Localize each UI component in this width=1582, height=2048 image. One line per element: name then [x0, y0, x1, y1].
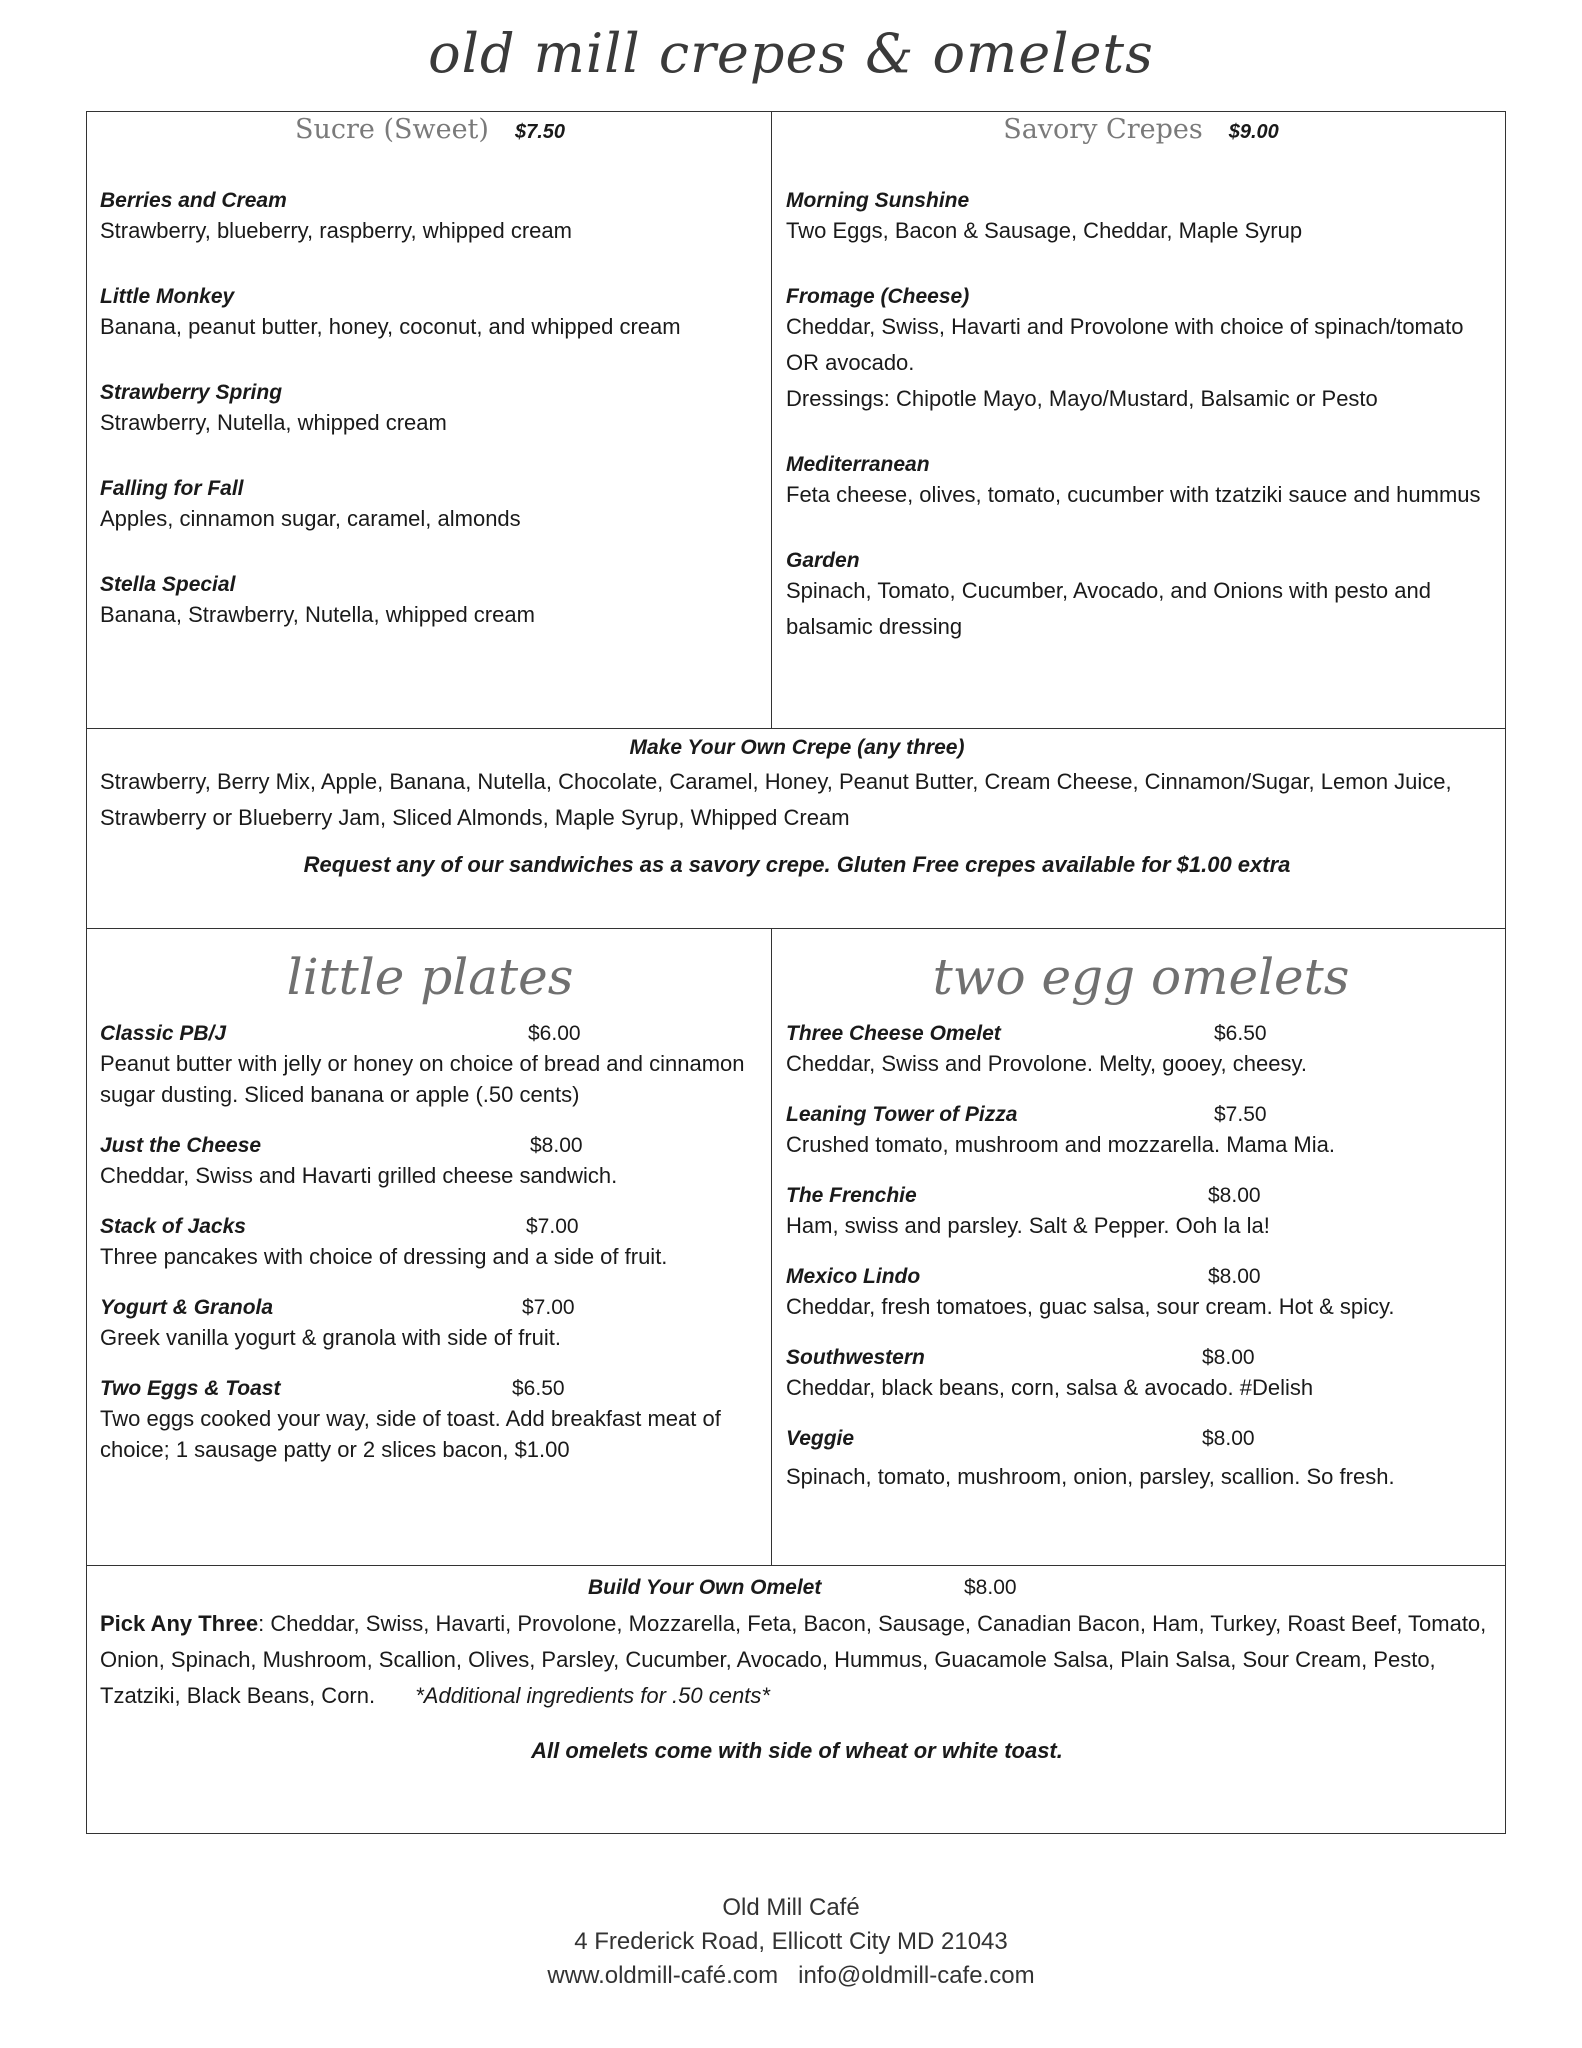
list-item: Morning Sunshine Two Eggs, Bacon & Sausage, Cheddar, Maple Syrup: [786, 189, 1303, 243]
list-item: Veggie $8.00 Spinach, tomato, mushroom, onion, parsley, scallion. So fresh.: [786, 1427, 1395, 1489]
build-own-omelet: [100, 1574, 1494, 1764]
sweet-price: $7.50: [514, 121, 566, 143]
list-item: Stella Special Banana, Strawberry, Nutella, whipped cream: [100, 573, 535, 627]
list-item: Classic PB/J $6.00 Peanut butter with jelly or honey on choice of bread and cinnamon sugar dusting. Sliced banana or apple (.50 cents): [100, 1022, 745, 1107]
list-item: Strawberry Spring Strawberry, Nutella, whipped cream: [100, 381, 447, 435]
savory-heading: Savory Crepes $9.00: [1003, 114, 1279, 145]
footer-address: 4 Frederick Road, Ellicott City MD 21043: [574, 1928, 1008, 1955]
list-item: Stack of Jacks $7.00 Three pancakes with choice of dressing and a side of fruit.: [100, 1215, 668, 1269]
list-item: The Frenchie $8.00 Ham, swiss and parsley. Salt & Pepper. Ooh la la!: [786, 1184, 1270, 1238]
email-link[interactable]: info@oldmill-cafe.com: [798, 1962, 1035, 1989]
make-own-heading: Make Your Own Crepe (any three): [629, 736, 965, 759]
list-item: Mediterranean Feta cheese, olives, tomato, cucumber with tzatziki sauce and hummus: [786, 453, 1481, 507]
list-item: Fromage (Cheese) Cheddar, Swiss, Havarti and Provolone with choice of spinach/tomato OR avocado. Dressings: Chipotle Mayo, Mayo/Mustard, Balsamic or Pesto: [786, 285, 1464, 411]
list-item: Mexico Lindo $8.00 Cheddar, fresh tomatoes, guac salsa, sour cream. Hot & spicy.: [786, 1265, 1395, 1319]
build-own-note: All omelets come with side of wheat or white toast.: [531, 1738, 1063, 1763]
list-item: Just the Cheese $8.00 Cheddar, Swiss and Havarti grilled cheese sandwich.: [100, 1134, 618, 1188]
savory-price: $9.00: [1228, 121, 1279, 143]
list-item: Yogurt & Granola $7.00 Greek vanilla yogurt & granola with side of fruit.: [100, 1296, 575, 1350]
footer-name: Old Mill Café: [722, 1894, 860, 1921]
list-item: Falling for Fall Apples, cinnamon sugar, caramel, almonds: [100, 477, 521, 531]
list-item: Three Cheese Omelet $6.50 Cheddar, Swiss and Provolone. Melty, gooey, cheesy.: [786, 1022, 1307, 1076]
omelets-heading: two egg omelets: [932, 948, 1350, 1006]
list-item: Two Eggs & Toast $6.50 Two eggs cooked your way, side of toast. Add breakfast meat of choice; 1 sausage patty or 2 slices bacon, $1.00: [100, 1377, 721, 1462]
omelets-column: [786, 948, 1496, 1512]
sweet-column: [100, 112, 760, 669]
list-item: Little Monkey Banana, peanut butter, honey, coconut, and whipped cream: [100, 285, 681, 339]
list-item: Garden Spinach, Tomato, Cucumber, Avocado, and Onions with pesto and balsamic dressing: [786, 549, 1431, 639]
sweet-heading: Sucre (Sweet) $7.50: [294, 114, 566, 145]
little-plates-heading: little plates: [286, 948, 574, 1006]
build-own-desc: Pick Any Three: Cheddar, Swiss, Havarti, Provolone, Mozzarella, Feta, Bacon, Sausage, Canadian Bacon, Ham, Turkey, Roast Beef, Tomato, Onion, Spinach, Mushroom, Scallion, Olives, Parsley, Cucumber, Avocado, Hummus, Guacamole Salsa, Plain Salsa, Sour Cream, Pesto, Tzatziki, Black Beans, Corn. *Additional ingredients for .50 cents*: [100, 1611, 1487, 1708]
list-item: Southwestern $8.00 Cheddar, black beans, corn, salsa & avocado. #Delish: [786, 1346, 1314, 1400]
list-item: Leaning Tower of Pizza $7.50 Crushed tomato, mushroom and mozzarella. Mama Mia.: [786, 1103, 1335, 1157]
make-own-crepe: [100, 736, 1494, 878]
menu-title: old mill crepes & omelets: [428, 22, 1154, 85]
make-own-note: Request any of our sandwiches as a savory crepe. Gluten Free crepes available for $1.00 extra: [303, 852, 1291, 877]
little-plates-column: [100, 948, 760, 1485]
make-own-desc: Strawberry, Berry Mix, Apple, Banana, Nutella, Chocolate, Caramel, Honey, Peanut Butter, Cream Cheese, Cinnamon/Sugar, Lemon Juice, Strawberry or Blueberry Jam, Sliced Almonds, Maple Syrup, Whipped Cream: [100, 769, 1452, 830]
footer-contact: [0, 1962, 1582, 1990]
build-own-price: $8.00: [964, 1576, 1017, 1599]
list-item: Berries and Cream Strawberry, blueberry, raspberry, whipped cream: [100, 189, 572, 243]
savory-column: [786, 112, 1496, 681]
website-link[interactable]: www.oldmill-café.com: [547, 1962, 779, 1989]
build-own-heading: Build Your Own Omelet: [588, 1576, 822, 1599]
